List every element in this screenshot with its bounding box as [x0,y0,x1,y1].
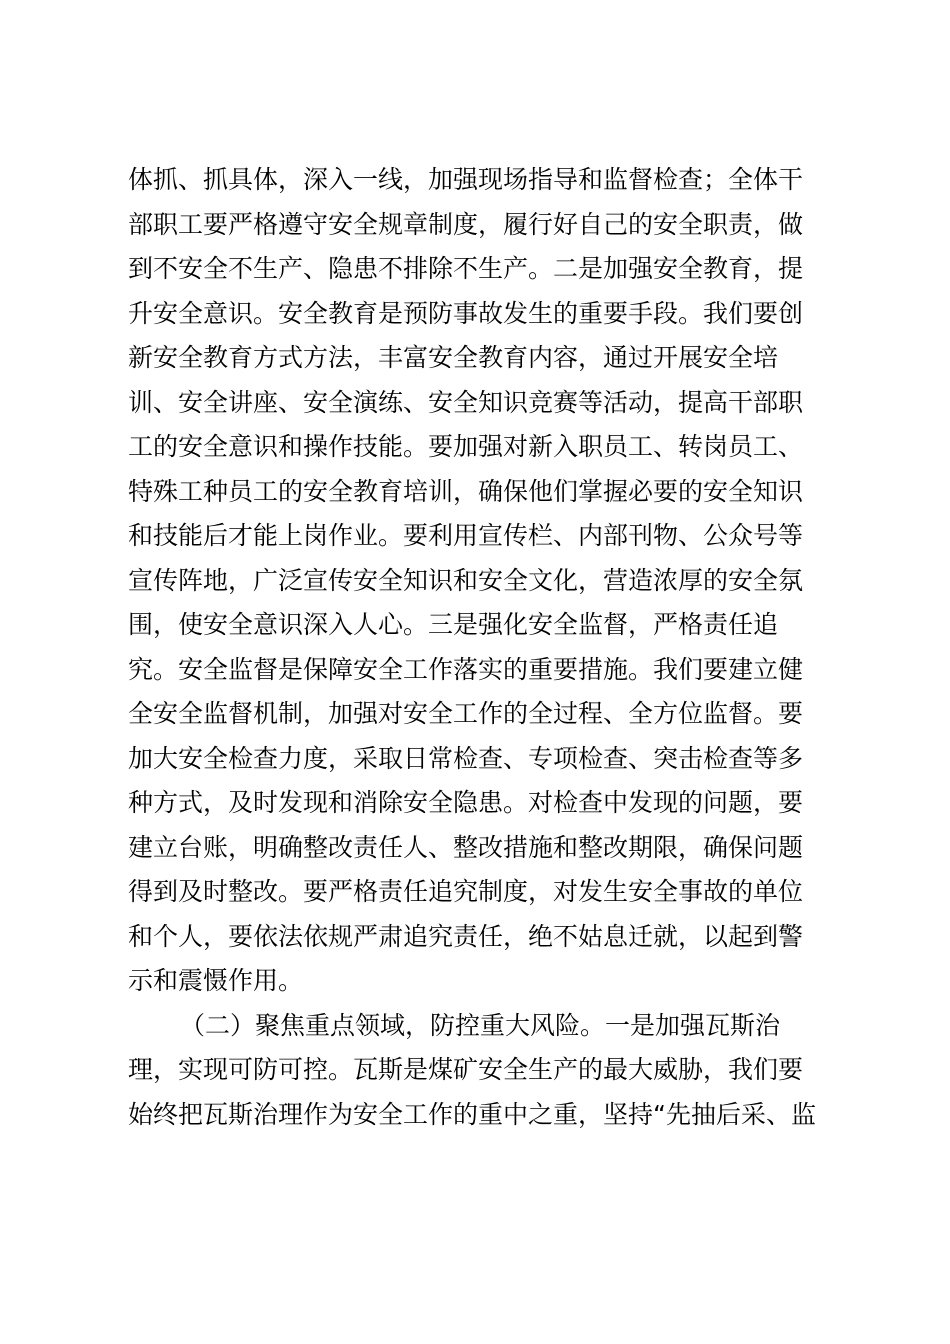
text-line: 建立台账，明确整改责任人、整改措施和整改期限，确保问题 [128,832,804,862]
text-line: 到不安全不生产、隐患不排除不生产。二是加强安全教育，提 [128,254,804,283]
text-line: 部职工要严格遵守安全规章制度，履行好自己的安全职责，做 [128,209,804,239]
text-line: 得到及时整改。要严格责任追究制度，对发生安全事故的单位 [128,877,804,906]
text-line: 究。安全监督是保障安全工作落实的重要措施。我们要建立健 [128,654,804,684]
text-line: 宣传阵地，广泛宣传安全知识和安全文化，营造浓厚的安全氛 [128,565,804,595]
text-line: 训、安全讲座、安全演练、安全知识竞赛等活动，提高干部职 [128,387,804,417]
body-text [128,158,848,1137]
text-line: 体抓、抓具体，深入一线，加强现场指导和监督检查；全体干 [128,165,804,194]
text-line: 工的安全意识和操作技能。要加强对新入职员工、转岗员工、 [128,432,804,461]
text-line: 升安全意识。安全教育是预防事故发生的重要手段。我们要创 [128,298,804,328]
text-line: 全安全监督机制，加强对安全工作的全过程、全方位监督。要 [128,699,804,728]
text-line: 理，实现可防可控。瓦斯是煤矿安全生产的最大威胁，我们要 [128,1055,804,1084]
text-line: 新安全教育方式方法，丰富安全教育内容，通过开展安全培 [128,343,779,372]
text-line: 示和震慑作用。 [128,966,304,995]
text-line: 和个人，要依法依规严肃追究责任，绝不姑息迁就，以起到警 [128,921,804,951]
text-line: 围，使安全意识深入人心。三是强化安全监督，严格责任追 [128,610,779,639]
text-line: 加大安全检查力度，采取日常检查、专项检查、突击检查等多 [128,743,804,773]
text-line: 特殊工种员工的安全教育培训，确保他们掌握必要的安全知识 [128,476,804,506]
text-line: （二）聚焦重点领域，防控重大风险。一是加强瓦斯治 [180,1010,781,1040]
text-line: 种方式，及时发现和消除安全隐患。对检查中发现的问题，要 [128,788,804,817]
text-line: 和技能后才能上岗作业。要利用宣传栏、内部刊物、公众号等 [128,521,804,550]
text-line: 始终把瓦斯治理作为安全工作的重中之重，坚持“先抽后采、监 [128,1099,816,1129]
